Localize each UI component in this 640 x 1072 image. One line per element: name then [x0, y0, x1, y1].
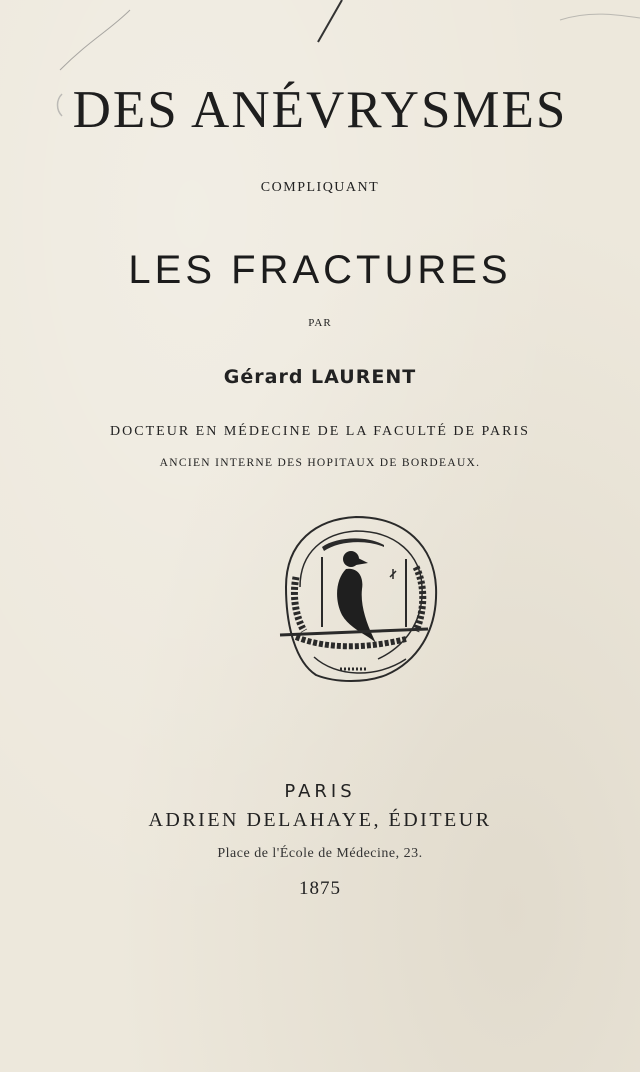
publication-year: 1875 [299, 878, 341, 899]
book-subtitle: LES FRACTURES [128, 248, 512, 292]
publisher-name: ADRIEN DELAHAYE, ÉDITEUR [148, 809, 492, 831]
title-connector: COMPLIQUANT [260, 180, 380, 195]
publisher-address: Place de l'École de Médecine, 23. [217, 846, 423, 861]
author-name: Gérard LAURENT [223, 366, 417, 388]
by-label: PAR [308, 317, 332, 329]
author-former-position: ANCIEN INTERNE DES HOPITAUX DE BORDEAUX. [159, 457, 481, 469]
publication-city: PARIS [284, 781, 356, 802]
library-stamp-seal [256, 507, 452, 695]
book-title: DES ANÉVRYSMES [72, 81, 568, 139]
author-degree: DOCTEUR EN MÉDECINE DE LA FACULTÉ DE PARIS [110, 424, 530, 439]
